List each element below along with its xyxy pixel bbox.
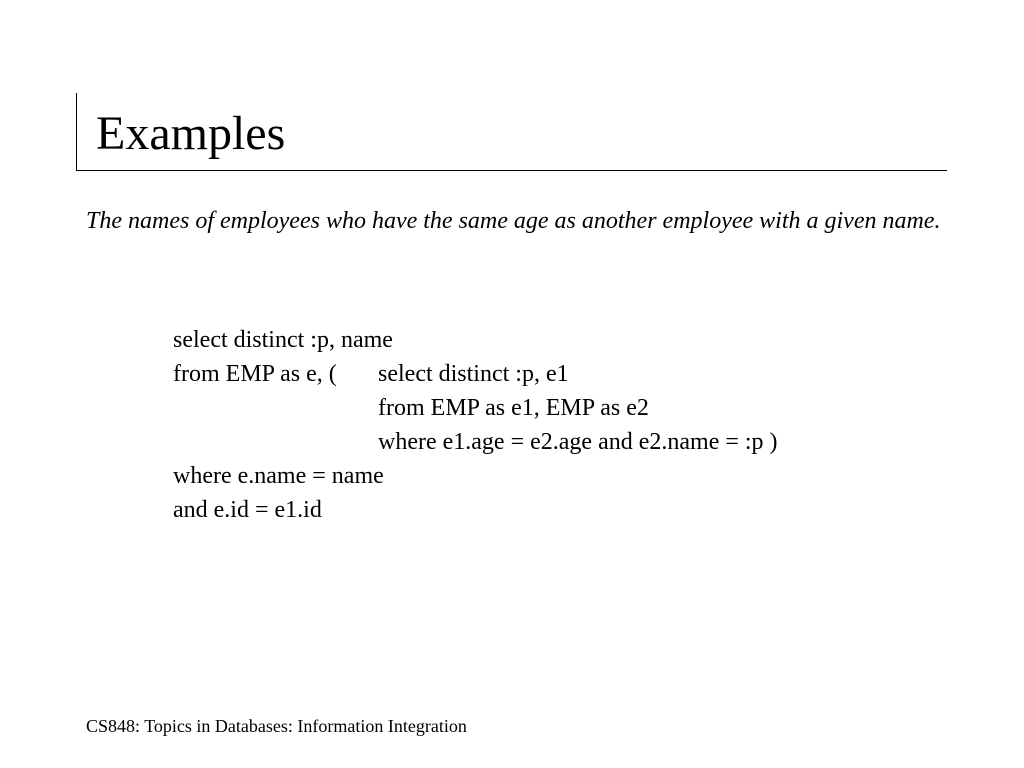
code-line-5: where e.name = name (173, 463, 384, 489)
title-vertical-rule (76, 93, 77, 170)
code-line-6: and e.id = e1.id (173, 497, 322, 523)
slide-subtitle: The names of employees who have the same age as another employee with a given name. (86, 208, 941, 234)
code-line-1: select distinct :p, name (173, 327, 393, 353)
code-line-3: from EMP as e1, EMP as e2 (378, 395, 649, 421)
slide-footer: CS848: Topics in Databases: Information Integration (86, 716, 467, 736)
code-line-4: where e1.age = e2.age and e2.name = :p ) (378, 429, 778, 455)
slide-title: Examples (96, 107, 286, 160)
title-horizontal-rule (76, 170, 947, 171)
code-line-2-subquery: select distinct :p, e1 (378, 361, 569, 387)
code-line-2-from: from EMP as e, ( (173, 361, 337, 387)
